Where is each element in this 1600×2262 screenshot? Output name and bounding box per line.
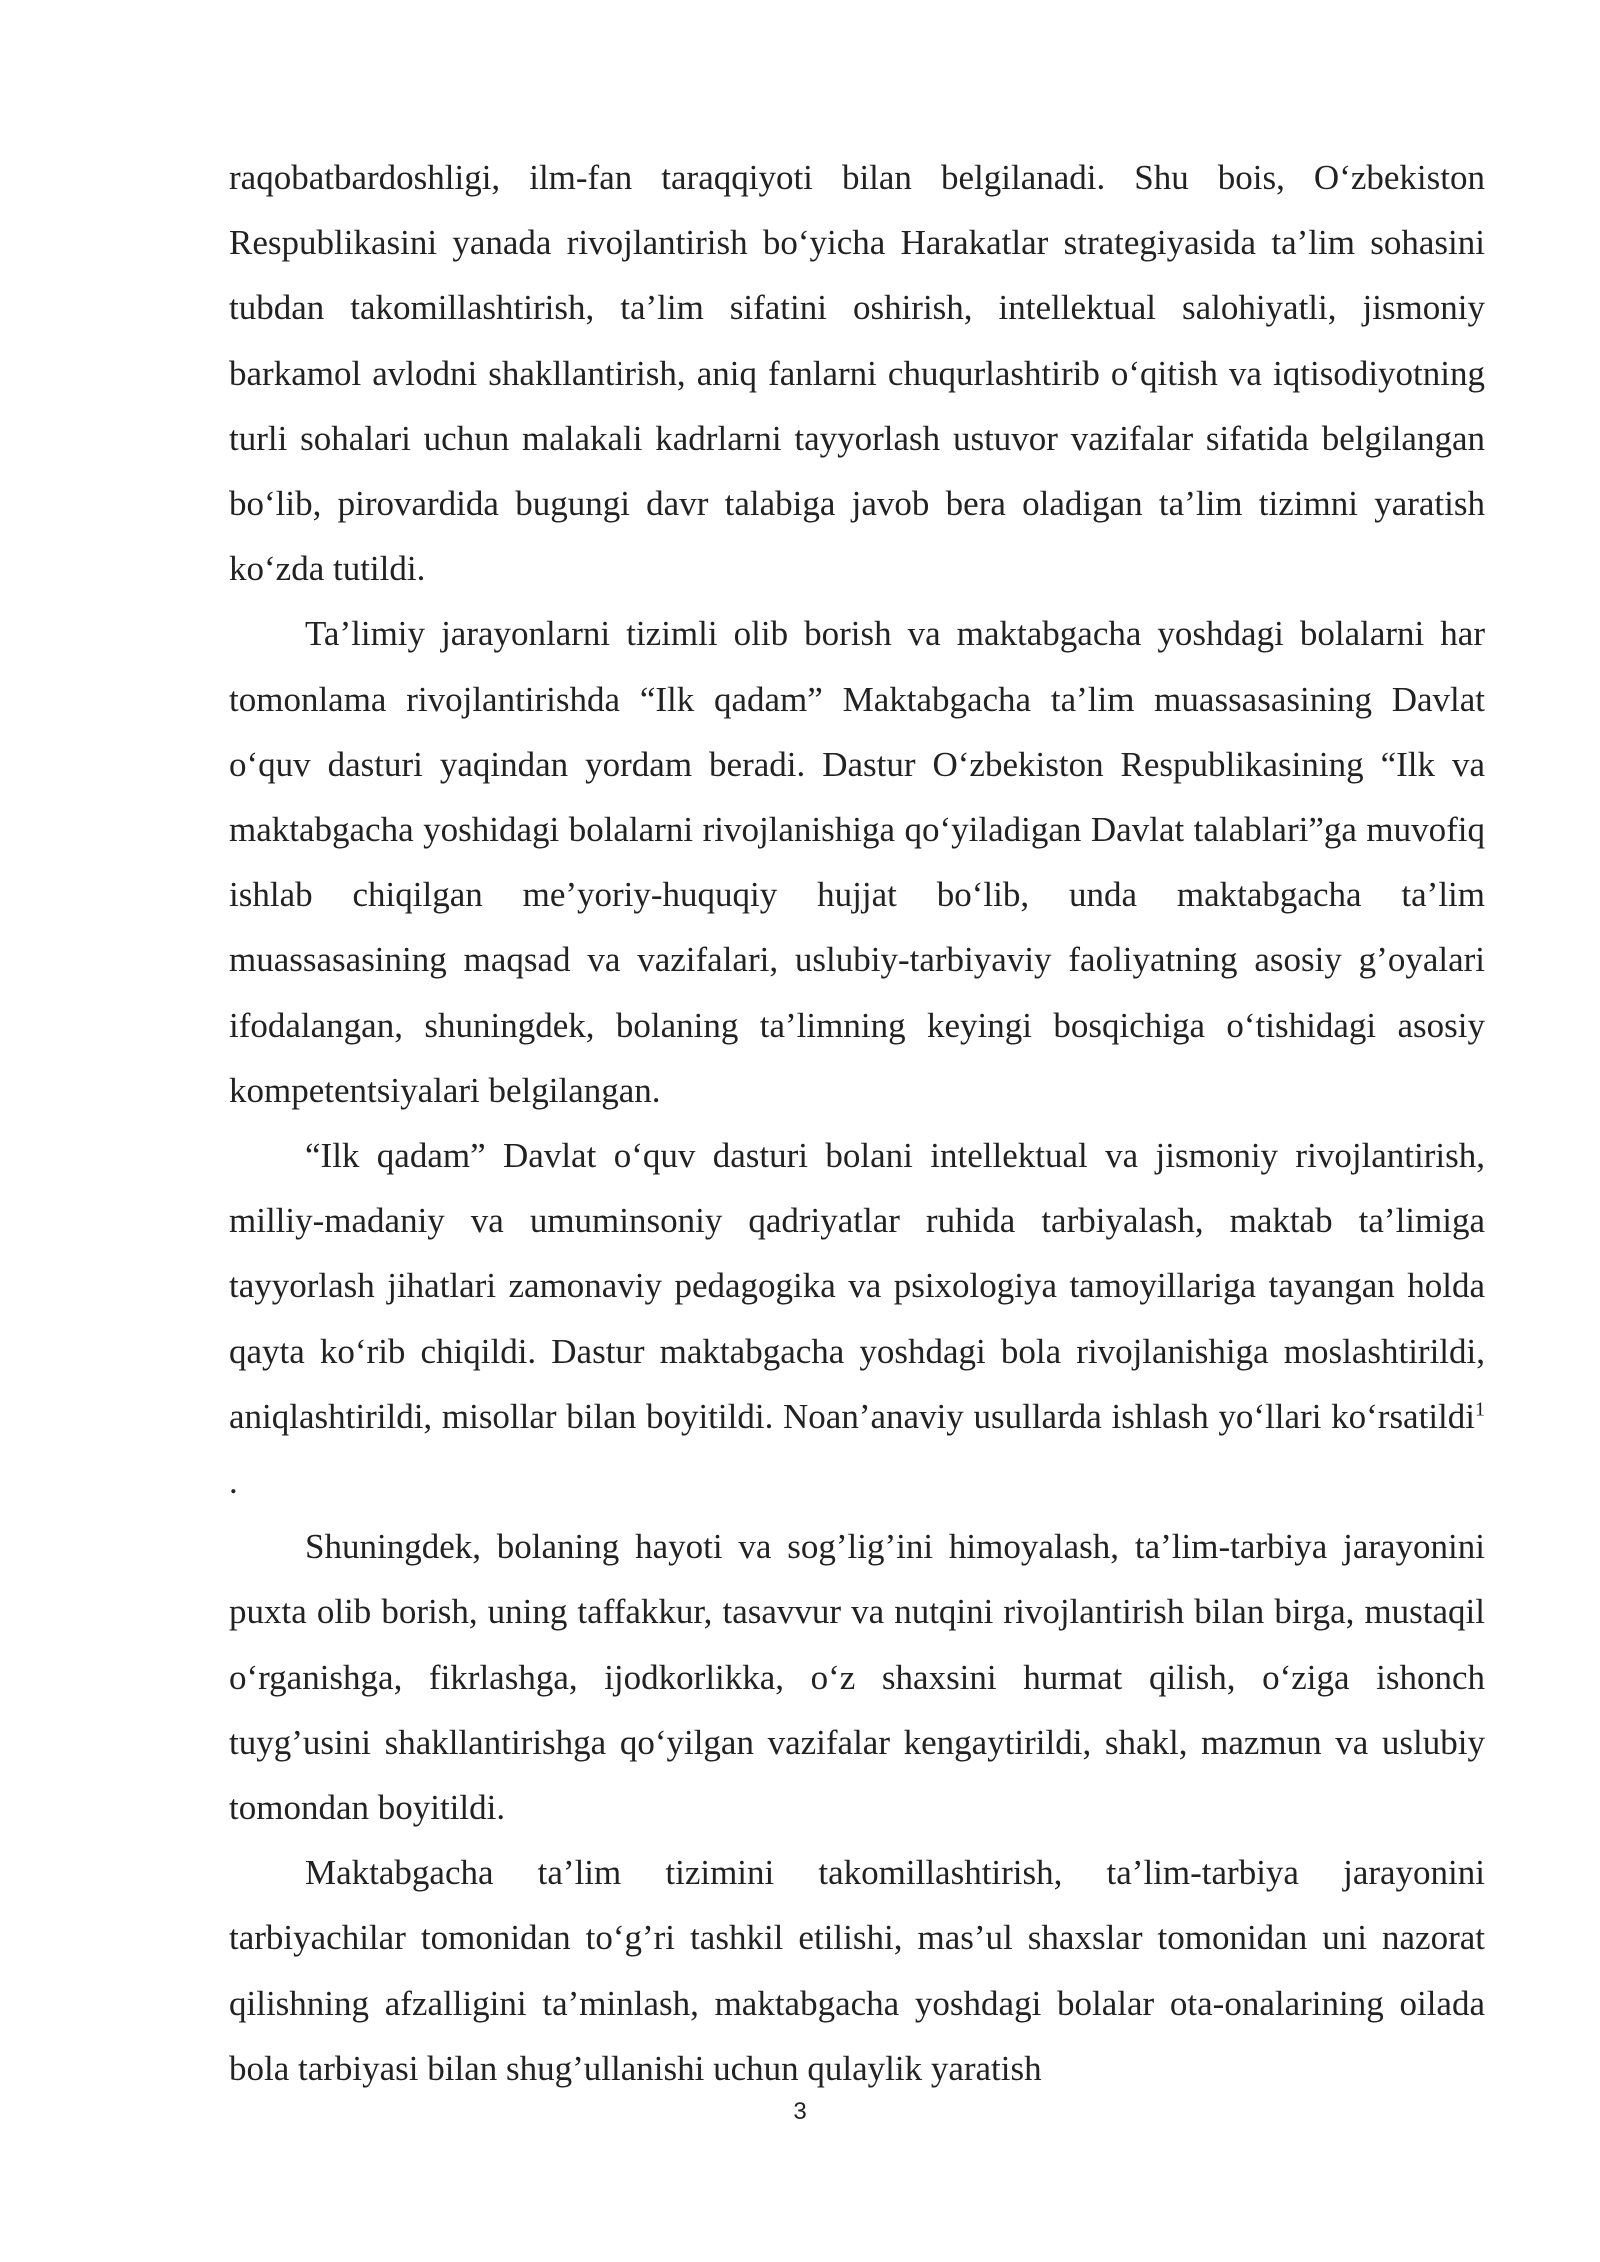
page-number: 3 — [793, 2098, 807, 2125]
paragraph-continuation: raqobatbardoshligi, ilm-fan taraqqiyoti bilan belgilanadi. Shu bois, O‘zbekiston Respublikasini yanada rivojlantirish bo‘yicha Harakatlar strategiyasida ta’lim sohasini tubdan takomillashtirish, ta’lim sifatini oshirish, intellektual salohiyatli, jismoniy barkamol avlodni shakllantirish, aniq fanlarni chuqurlashtirib o‘qitish va iqtisodiyotning turli sohalari uchun malakali kadrlarni tayyorlash ustuvor vazifalar sifatida belgilangan bo‘lib, pirovardida bugungi davr talabiga javob bera oladigan ta’lim tizimni yaratish ko‘zda tutildi. — [229, 158, 1485, 589]
footnote-reference: 1 — [1475, 1398, 1485, 1421]
paragraph-child-health: Shuningdek, bolaning hayoti va sog’lig’ini himoyalash, ta’lim-tarbiya jarayonini puxta olib borish, uning taffakkur, tasavvur va nutqini rivojlantirish bilan birga, mustaqil o‘rganishga, fikrlashga, ijodkorlikka, o‘z shaxsini hurmat qilish, o‘ziga ishonch tuyg’usini shakllantirishga qo‘yilgan vazifalar kengaytirildi, shakl, mazmun va uslubiy tomondan boyitildi. — [229, 1527, 1485, 1828]
paragraph-ilk-qadam-program: Ta’limiy jarayonlarni tizimli olib borish va maktabgacha yoshdagi bolalarni har tomonlama rivojlantirishda “Ilk qadam” Maktabgacha ta’lim muassasasining Davlat o‘quv dasturi yaqindan yordam beradi. Dastur O‘zbekiston Respublikasining “Ilk va maktabgacha yoshidagi bolalarni rivojlanishiga qo‘yiladigan Davlat talablari”ga muvofiq ishlab chiqilgan me’yoriy-huquqiy hujjat bo‘lib, unda maktabgacha ta’lim muassasasining maqsad va vazifalari, uslubiy-tarbiyaviy faoliyatning asosiy g’oyalari ifodalangan, shuningdek, bolaning ta’limning keyingi bosqichiga o‘tishidagi asosiy kompetentsiyalari belgilangan. — [229, 614, 1485, 1110]
paragraph-text: “Ilk qadam” Davlat o‘quv dasturi bolani intellektual va jismoniy rivojlantirish, milliy-madaniy va umuminsoniy qadriyatlar ruhida tarbiyalash, maktab ta’limiga tayyorlash jihatlari zamonaviy pedagogika va psixologiya tamoyillariga tayangan holda qayta ko‘rib chiqildi. Dastur maktabgacha yoshdagi bola rivojlanishiga moslashtirildi, aniqlashtirildi, misollar bilan boyitildi. Noan’anaviy usullarda ishlash yo‘llari ko‘rsatildi — [229, 1136, 1485, 1436]
paragraph-program-review — [229, 1123, 1485, 1514]
document-body — [229, 145, 1485, 2101]
paragraph-system-improvement: Maktabgacha ta’lim tizimini takomillashtirish, ta’lim-tarbiya jarayonini tarbiyachilar tomonidan to‘g’ri tashkil etilishi, mas’ul shaxslar tomonidan uni nazorat qilishning afzalligini ta’minlash, maktabgacha yoshdagi bolalar ota-onalarining oilada bola tarbiyasi bilan shug’ullanishi uchun qulaylik yaratish — [229, 1853, 1485, 2088]
paragraph-tail: . — [229, 1462, 238, 1502]
